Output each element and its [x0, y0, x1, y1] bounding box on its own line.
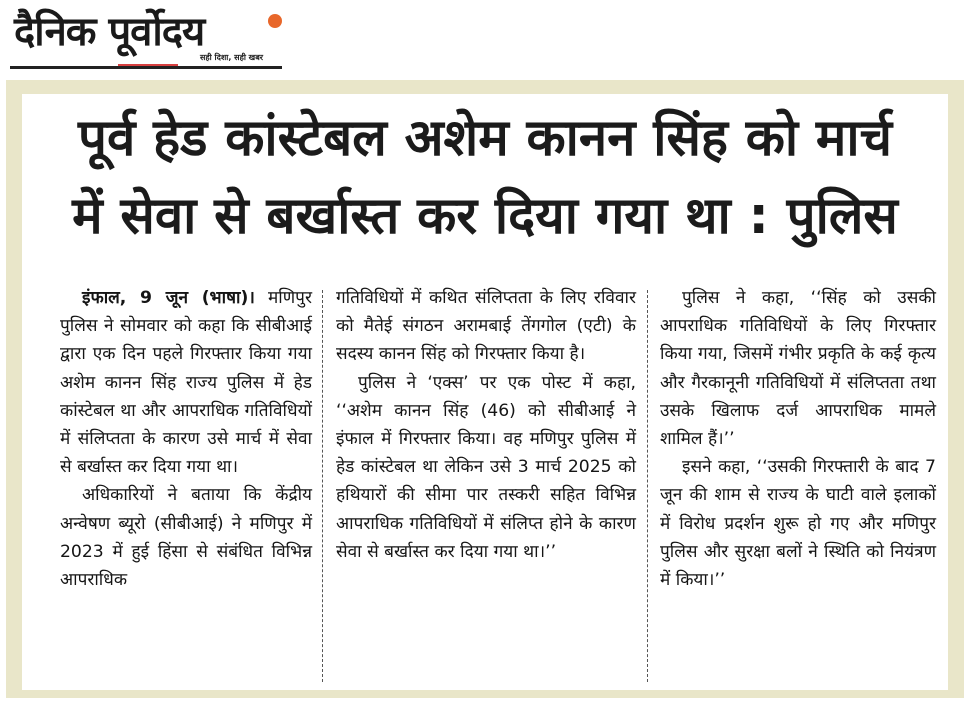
paragraph: अधिकारियों ने बताया कि केंद्रीय अन्वेषण ब्यूरो (सीबीआई) ने मणिपुर में 2023 में हुई हिंसा से संबंधित विभिन्न आपराधिक — [60, 485, 312, 591]
masthead-tagline: सही दिशा, सही खबर — [200, 53, 264, 62]
paragraph — [60, 284, 312, 481]
paragraph: पुलिस ने ‘एक्स’ पर एक पोस्ट में कहा, ‘‘अशेम कानन सिंह (46) को सीबीआई ने इंफाल में गिरफ्तार किया। वह मणिपुर पुलिस में हेड कांस्टेबल था लेकिन उसे 3 मार्च 2025 को हथियारों की सीमा पार तस्करी सहित विभिन्न आपराधिक गतिविधियों में संलिप्त होने के कारण सेवा से बर्खास्त कर दिया गया था।’’ — [336, 372, 636, 562]
headline-line-2: में सेवा से बर्खास्त कर दिया गया था : पुलिस — [72, 187, 898, 246]
newspaper-logo: दैनिक पूर्वोदय — [14, 9, 205, 55]
paragraph: इसने कहा, ‘‘उसकी गिरफ्तारी के बाद 7 जून की शाम से राज्य के घाटी वाले इलाकों में विरोध प्रदर्शन शुरू हो गए और मणिपुर पुलिस और सुरक्षा बलों ने स्थिति को नियंत्रण में किया।’’ — [660, 457, 936, 591]
headline-line-1: पूर्व हेड कांस्टेबल अशेम कानन सिंह को मार्च — [78, 109, 892, 168]
masthead-rule-accent — [118, 64, 178, 66]
paragraph: पुलिस ने कहा, ‘‘सिंह को उसकी आपराधिक गतिविधियों के लिए गिरफ्तार किया गया, जिसमें गंभीर प्रकृति के कई कृत्य और गैरकानूनी गतिविधियों में संलिप्तता तथा उसके खिलाफ दर्ज आपराधिक मामले शामिल हैं।’’ — [660, 288, 936, 450]
dateline: इंफाल, 9 जून (भाषा)। — [82, 288, 255, 308]
logo-dot-icon — [268, 14, 282, 28]
column-separator — [647, 290, 648, 682]
article-column-1 — [60, 284, 312, 594]
masthead-rule — [10, 66, 282, 69]
masthead — [10, 4, 290, 70]
article-headline — [22, 100, 948, 256]
paragraph: गतिविधियों में कथित संलिप्तता के लिए रविवार को मैतेई संगठन अरामबाई तेंगगोल (एटी) के सदस्य कानन सिंह को गिरफ्तार किया है। — [336, 288, 636, 365]
article-column-3 — [660, 284, 936, 594]
paragraph-text: मणिपुर पुलिस ने सोमवार को कहा कि सीबीआई द्वारा एक दिन पहले गिरफ्तार किया गया अशेम कानन सिंह राज्य पुलिस में हेड कांस्टेबल था और आपराधिक गतिविधियों में संलिप्तता के कारण उसे मार्च में सेवा से बर्खास्त कर दिया गया था। — [60, 288, 312, 478]
column-separator — [322, 290, 323, 682]
article-column-2 — [336, 284, 636, 566]
